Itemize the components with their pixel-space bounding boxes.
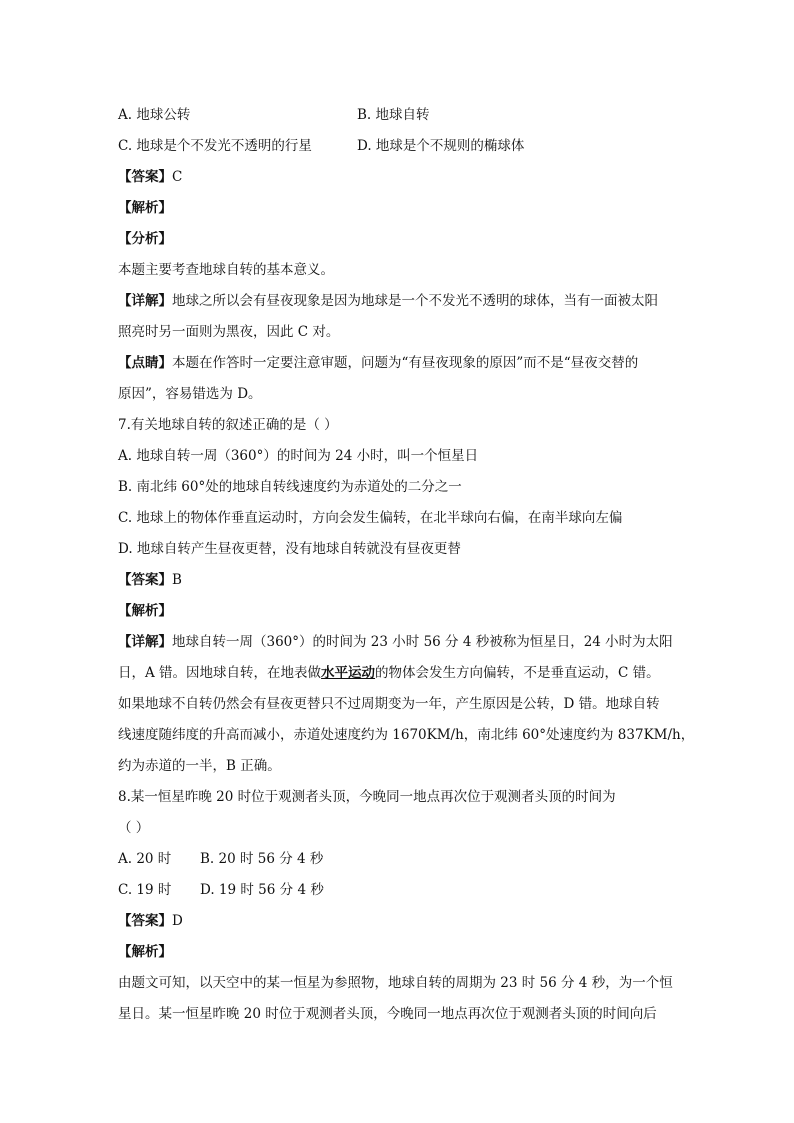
q7-analysis-tag: 【解析】 <box>118 603 172 619</box>
answer-value: C <box>172 169 183 185</box>
q6-fenxi-tag: 【分析】 <box>118 231 172 247</box>
q6-option-d: D. 地球是个不规则的椭球体 <box>357 138 525 154</box>
dianjing-text: 本题在作答时一定要注意审题，问题为“有昼夜现象的原因”而不是“昼夜交替的 <box>172 355 639 371</box>
detail-text: 地球自转一周（360°）的时间为 23 小时 56 分 4 秒被称为恒星日，24 小时为太阳 <box>172 634 673 650</box>
underlined-term: 水平运动 <box>321 665 376 681</box>
answer-tag: 【答案】 <box>118 169 172 185</box>
q8-text-line-2: 星日。某一恒星昨晚 20 时位于观测者头顶，今晚同一地点再次位于观测者头顶的时间向后 <box>118 1006 657 1022</box>
q8-option-a: A. 20 时 <box>118 851 172 867</box>
q8-answer <box>118 906 678 937</box>
q7-stem: 7.有关地球自转的叙述正确的是（ ） <box>118 417 338 433</box>
q7-option-d: D. 地球自转产生昼夜更替，没有地球自转就没有昼夜更替 <box>118 541 461 557</box>
q6-option-a: A. 地球公转 <box>118 107 191 123</box>
q8-options-row-1 <box>118 844 678 875</box>
dianjing-tag: 【点睛】 <box>118 355 172 371</box>
q7-detail-line-5: 约为赤道的一半，B 正确。 <box>118 758 281 774</box>
q8-stem-line-2: （ ） <box>118 820 150 836</box>
answer-tag: 【答案】 <box>118 572 172 588</box>
q7-option-a: A. 地球自转一周（360°）的时间为 24 小时，叫一个恒星日 <box>118 448 479 464</box>
answer-tag: 【答案】 <box>118 913 172 929</box>
q6-options-row-2 <box>118 131 678 162</box>
q7-option-b: B. 南北纬 60°处的地球自转线速度约为赤道处的二分之一 <box>118 479 462 495</box>
q8-option-c: C. 19 时 <box>118 882 172 898</box>
detail-tag: 【详解】 <box>118 293 172 309</box>
q8-stem-line-1: 8.某一恒星昨晚 20 时位于观测者头顶，今晚同一地点再次位于观测者头顶的时间为 <box>118 789 616 805</box>
q6-detail-line-1 <box>118 286 678 317</box>
detail-tag: 【详解】 <box>118 634 172 650</box>
q6-detail-line-2: 照亮时另一面则为黑夜，因此 C 对。 <box>118 324 340 340</box>
q7-detail-line-1 <box>118 627 678 658</box>
q7-detail-line-4: 线速度随纬度的升高而减小，赤道处速度约为 1670KM/h，南北纬 60°处速度约为 837KM/h， <box>118 727 695 743</box>
document-content <box>118 100 695 1030</box>
q8-options-row-2 <box>118 875 678 906</box>
q6-fenxi-text: 本题主要考查地球自转的基本意义。 <box>118 262 334 278</box>
q8-option-b: B. 20 时 56 分 4 秒 <box>200 851 324 867</box>
q6-dianjing-line-2: 原因”，容易错选为 D。 <box>118 386 262 402</box>
answer-value: D <box>172 913 183 929</box>
q8-analysis-tag: 【解析】 <box>118 944 172 960</box>
q7-detail-line-2 <box>118 658 678 689</box>
answer-value: B <box>172 572 182 588</box>
q7-detail-line-3: 如果地球不自转仍然会有昼夜更替只不过周期变为一年，产生原因是公转，D 错。地球自转 <box>118 696 660 712</box>
detail-text: 地球之所以会有昼夜现象是因为地球是一个不发光不透明的球体，当有一面被太阳 <box>172 293 658 309</box>
q6-dianjing-line-1 <box>118 348 678 379</box>
detail-text-part-b: 的物体会发生方向偏转，不是垂直运动，C 错。 <box>375 665 660 681</box>
q6-option-b: B. 地球自转 <box>357 107 430 123</box>
q6-option-c: C. 地球是个不发光不透明的行星 <box>118 138 312 154</box>
q6-answer <box>118 162 678 193</box>
q6-analysis-tag: 【解析】 <box>118 200 172 216</box>
q8-text-line-1: 由题文可知，以天空中的某一恒星为参照物，地球自转的周期为 23 时 56 分 4 秒，为一个恒 <box>118 975 673 991</box>
q8-option-d: D. 19 时 56 分 4 秒 <box>200 882 324 898</box>
q6-options-row-1 <box>118 100 678 131</box>
q7-answer <box>118 565 678 596</box>
q7-option-c: C. 地球上的物体作垂直运动时，方向会发生偏转，在北半球向右偏，在南半球向左偏 <box>118 510 623 526</box>
detail-text-part-a: 日，A 错。因地球自转，在地表做 <box>118 665 322 681</box>
